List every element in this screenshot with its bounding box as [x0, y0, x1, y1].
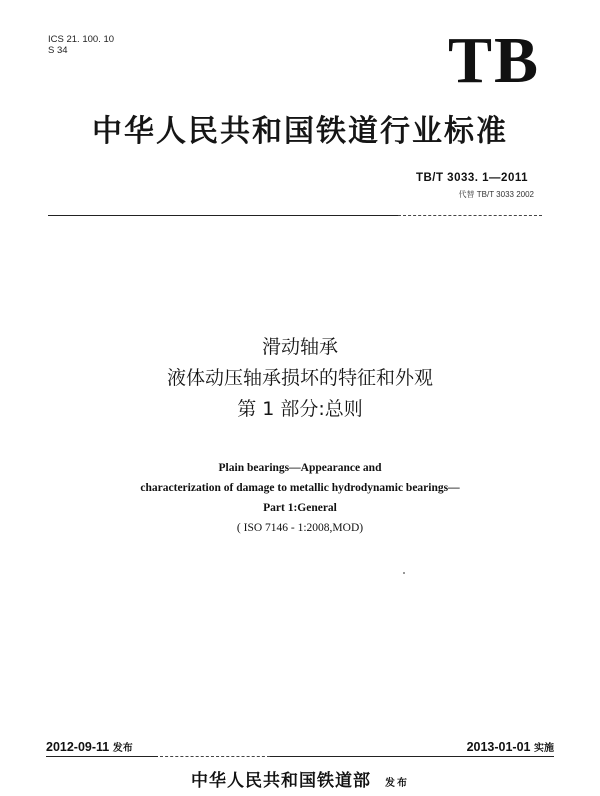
english-title-line-1: Plain bearings—Appearance and [218, 462, 382, 474]
english-title-line-3: Part 1:General [263, 502, 337, 514]
scan-speck [403, 572, 405, 574]
category-code: S 34 [48, 45, 68, 56]
english-title [0, 458, 600, 538]
footer-rule-right [270, 756, 554, 757]
tb-logo: TB [447, 24, 540, 97]
effective-date: 2013-01-01 [466, 740, 531, 754]
issue-label: 发布 [112, 743, 133, 754]
chinese-title-line-2: 液体动压轴承损坏的特征和外观 [166, 367, 433, 389]
issue-date: 2012-09-11 [46, 740, 110, 754]
issuer-name: 中华人民共和国铁道部 [191, 771, 371, 791]
ics-code: ICS 21. 100. 10 [48, 34, 115, 45]
chinese-title [0, 332, 600, 425]
english-title-line-2: characterization of damage to metallic hydrodynamic bearings— [140, 482, 460, 494]
effective-date-block [467, 739, 554, 754]
replaces-note: 代替 TB/T 3033 2002 [458, 190, 534, 199]
issue-date-block [46, 739, 133, 754]
effective-label: 实施 [534, 743, 554, 754]
issuer-action: 发布 [385, 778, 409, 789]
chinese-title-line-3: 第 1 部分:总则 [237, 398, 363, 420]
chinese-title-line-1: 滑动轴承 [261, 336, 338, 358]
iso-reference: ( ISO 7146 - 1:2008,MOD) [236, 522, 364, 534]
organization-title: 中华人民共和国铁道行业标准 [92, 114, 508, 149]
header-rule [48, 215, 398, 216]
footer-rule-dashed [160, 756, 270, 757]
header-rule-dashed [398, 215, 542, 216]
footer-rule-left [46, 756, 158, 757]
standard-number: TB/T 3033. 1—2011 [415, 172, 528, 184]
issuer [0, 766, 600, 791]
